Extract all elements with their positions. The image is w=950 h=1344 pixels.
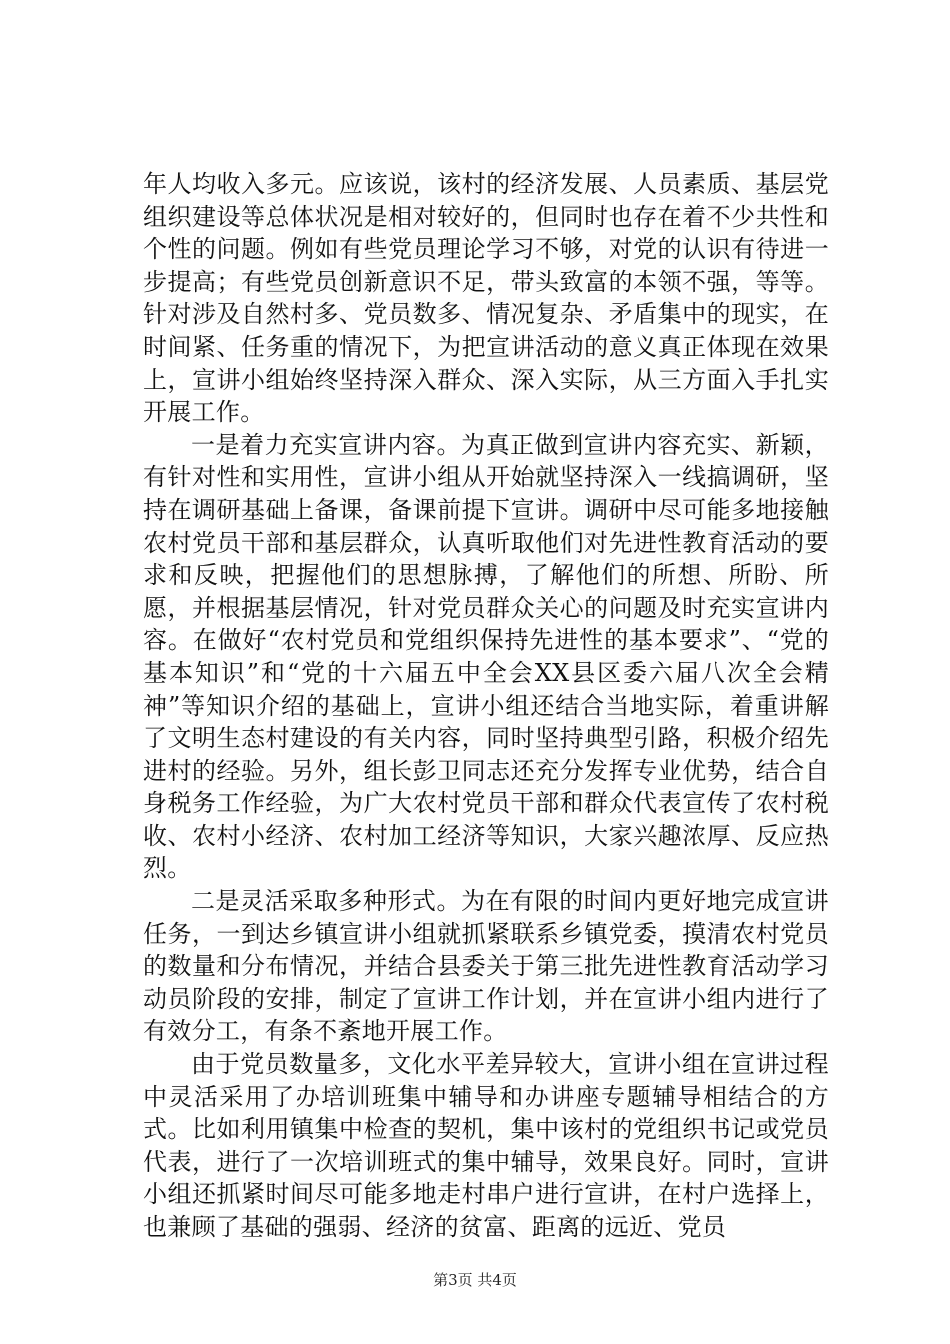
paragraph-intro: 年人均收入多元。应该说，该村的经济发展、人员素质、基层党组织建设等总体状况是相对较好的，但同时也存在着不少共性和个性的问题。例如有些党员理论学习不够，对党的认识有待进一步提高；有些党员创新意识不足，带头致富的本领不强，等等。针对涉及自然村多、党员数多、情况复杂、矛盾集中的现实，在时间紧、任务重的情况下，为把宣讲活动的意义真正体现在效果上，宣讲小组始终坚持深入群众、深入实际，从三方面入手扎实开展工作。 — [143, 170, 829, 427]
paragraph-content-enrichment: 一是着力充实宣讲内容。为真正做到宣讲内容充实、新颖，有针对性和实用性，宣讲小组从开始就坚持深入一线搞调研，坚持在调研基础上备课，备课前提下宣讲。调研中尽可能多地接触农村党员干部和基层群众，认真听取他们对先进性教育活动的要求和反映，把握他们的思想脉搏，了解他们的所想、所盼、所愿，并根据基层情况，针对党员群众关心的问题及时充实宣讲内容。在做好“农村党员和党组织保持先进性的基本要求”、“党的基本知识”和“党的十六届五中全会XX县区委六届八次全会精神”等知识介绍的基础上，宣讲小组还结合当地实际，着重讲解了文明生态村建设的有关内容，同时坚持典型引路，积极介绍先进村的经验。另外，组长彭卫同志还充分发挥专业优势，结合自身税务工作经验，为广大农村党员干部和群众代表宣传了农村税收、农村小经济、农村加工经济等知识，大家兴趣浓厚、反应热烈。 — [143, 430, 829, 883]
document-body — [143, 168, 829, 1244]
page-number-footer: 第3页 共4页 — [433, 1271, 517, 1289]
paragraph-flexible-forms: 二是灵活采取多种形式。为在有限的时间内更好地完成宣讲任务，一到达乡镇宣讲小组就抓紧联系乡镇党委，摸清农村党员的数量和分布情况，并结合县委关于第三批先进性教育活动学习动员阶段的安排，制定了宣讲工作计划，并在宣讲小组内进行了有效分工，有条不紊地开展工作。 — [143, 887, 829, 1046]
paragraph-training-methods: 由于党员数量多，文化水平差异较大，宣讲小组在宣讲过程中灵活采用了办培训班集中辅导和办讲座专题辅导相结合的方式。比如利用镇集中检查的契机，集中该村的党组织书记或党员代表，进行了一次培训班式的集中辅导，效果良好。同时，宣讲小组还抓紧时间尽可能多地走村串户进行宣讲，在村户选择上，也兼顾了基础的强弱、经济的贫富、距离的远近、党员 — [143, 1050, 829, 1241]
